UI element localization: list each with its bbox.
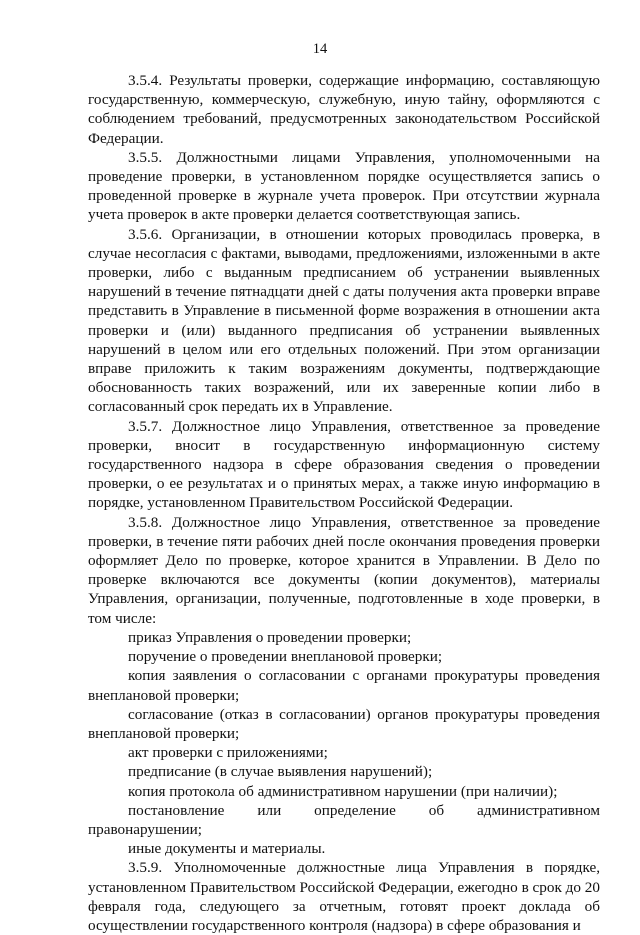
paragraph-3-5-5: 3.5.5. Должностными лицами Управления, уполномоченными на проведение проверки, в установленном порядке осуществляется запись о проведенной проверке в журнале учета проверок. При отсутствии журнала учета проверок в акте проверки делается соответствующая запись.: [88, 148, 600, 224]
list-item: согласование (отказ в согласовании) органов прокуратуры проведения внеплановой проверки;: [88, 705, 600, 742]
list-item: копия заявления о согласовании с органами прокуратуры проведения внеплановой проверки;: [88, 667, 600, 704]
list-item: поручение о проведении внеплановой проверки;: [128, 648, 443, 666]
page-number: 14: [312, 41, 328, 57]
list-item: акт проверки с приложениями;: [128, 744, 328, 762]
paragraph-3-5-7: 3.5.7. Должностное лицо Управления, ответственное за проведение проверки, вносит в государственную информационную систему государственного надзора в сфере образования сведения о проведении проверки, о ее результатах и о принятых мерах, а также иную информацию в порядке, установленном Правительством Российской Федерации.: [88, 417, 600, 512]
list-item: предписание (в случае выявления нарушений);: [128, 763, 433, 781]
paragraph-3-5-4: 3.5.4. Результаты проверки, содержащие информацию, составляющую государственную, коммерческую, служебную, иную тайну, оформляются с соблюдением требований, предусмотренных законодательством Российской Федерации.: [88, 72, 600, 147]
list-item: копия протокола об административном нарушении (при наличии);: [128, 782, 558, 800]
paragraph-3-5-6: 3.5.6. Организации, в отношении которых проводилась проверка, в случае несогласия с фактами, выводами, предложениями, изложенными в акте проверки, либо с выданным предписанием об устранении выявленных нарушений в течение пятнадцати дней с даты получения акта проверки вправе представить в Управление в письменной форме возражения в отношении акта проверки и (или) выданного предписания об устранении выявленных нарушений в целом или его отдельных положений. При этом организации вправе приложить к таким возражениям документы, подтверждающие обоснованность таких возражений, или их заверенные копии либо в согласованный срок передать их в Управление.: [88, 225, 600, 416]
document-list: [88, 628, 600, 858]
list-item: иные документы и материалы.: [128, 840, 326, 858]
paragraph-3-5-8: 3.5.8. Должностное лицо Управления, ответственное за проведение проверки, в течение пяти рабочих дней после окончания проведения проверки оформляет Дело по проверке, которое хранится в Управлении. В Дело по проверке включаются все документы (копии документов), материалы Управления, организации, полученные, подготовленные в ходе проверки, в том числе:: [88, 513, 600, 627]
document-body: [88, 71, 600, 935]
paragraph-3-5-9: 3.5.9. Уполномоченные должностные лица Управления в порядке, установленном Правительством Российской Федерации, ежегодно в срок до 20 февраля года, следующего за отчетным, готовят проект доклада об осуществлении государственного контроля (надзора) в сфере образования и: [88, 859, 600, 934]
list-item: приказ Управления о проведении проверки;: [128, 628, 412, 646]
list-item: постановление или определение об административном правонарушении;: [88, 801, 600, 838]
